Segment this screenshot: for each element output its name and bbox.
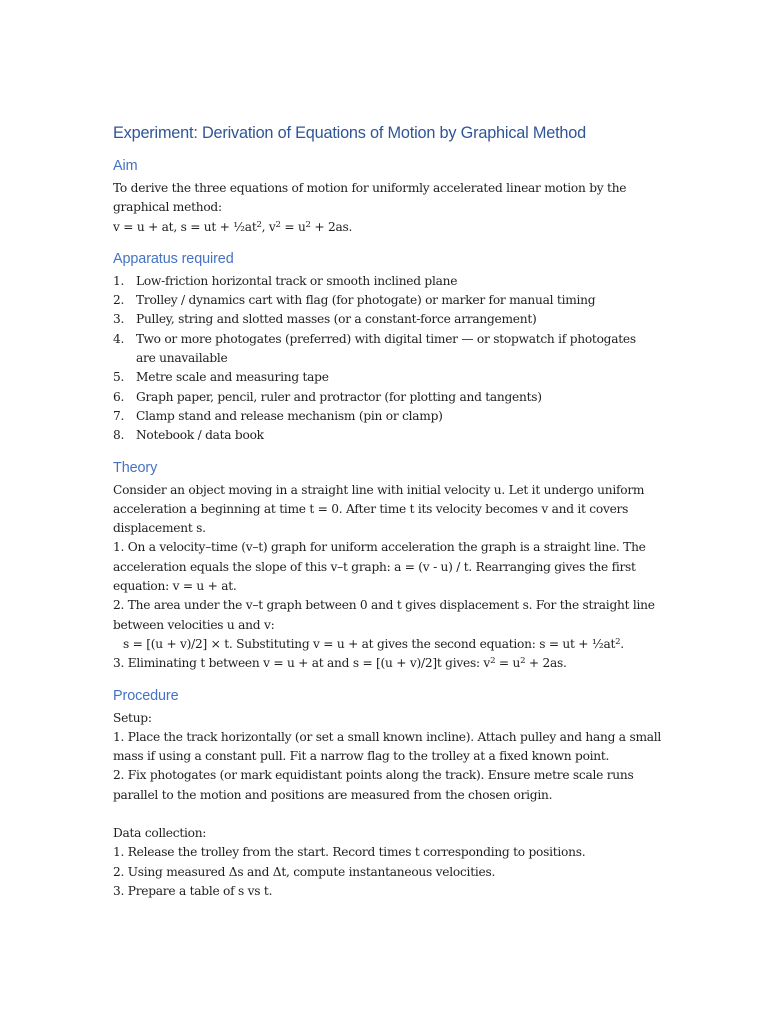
procedure-data-label: Data collection: <box>113 826 207 841</box>
procedure-line: mass if using a constant pull. Fit a narrow flag to the trolley at a fixed known point. <box>113 749 610 764</box>
procedure-line: 1. Place the track horizontally (or set a small known incline). Attach pulley and hang a small <box>113 729 662 744</box>
aim-heading: Aim <box>113 158 138 174</box>
procedure-line: 2. Using measured Δs and Δt, compute instantaneous velocities. <box>113 864 496 879</box>
procedure-line: parallel to the motion and positions are measured from the chosen origin. <box>113 787 553 802</box>
list-item: 6. Graph paper, pencil, ruler and protractor (for plotting and tangents) <box>113 389 542 404</box>
theory-line: 2. The area under the v–t graph between 0 and t gives displacement s. For the straight line <box>113 598 655 613</box>
procedure-setup-label: Setup: <box>113 710 152 725</box>
aim-section <box>113 158 673 237</box>
aim-line: graphical method: <box>113 200 222 215</box>
apparatus-list <box>113 272 673 446</box>
aim-line: To derive the three equations of motion for uniformly accelerated linear motion by the <box>113 181 627 195</box>
theory-line: 1. On a velocity–time (v–t) graph for uniform acceleration the graph is a straight line. The <box>113 540 646 555</box>
procedure-heading: Procedure <box>113 687 179 704</box>
theory-line: 3. Eliminating t between v = u + at and s = [(u + v)/2]t gives: $v^2 = u^2 + 2as$. <box>113 656 567 671</box>
theory-line: equation: v = u + at. <box>113 579 237 594</box>
apparatus-heading: Apparatus required <box>113 250 234 267</box>
list-item: 2. Trolley / dynamics cart with flag (for photogate) or marker for manual timing <box>113 293 596 308</box>
list-item: 7. Clamp stand and release mechanism (pin or clamp) <box>113 408 443 423</box>
list-item: 8. Notebook / data book <box>113 428 264 443</box>
theory-line: displacement s. <box>113 521 206 536</box>
list-item: 3. Pulley, string and slotted masses (or a constant-force arrangement) <box>113 312 537 327</box>
theory-line: acceleration a beginning at time t = 0. After time t its velocity becomes v and it covers <box>113 501 629 516</box>
list-item: 4. Two or more photogates (preferred) with digital timer — or stopwatch if photogates are unavailable <box>113 331 636 366</box>
procedure-line: 2. Fix photogates (or mark equidistant points along the track). Ensure metre scale runs <box>113 768 634 783</box>
list-item: 1. Low-friction horizontal track or smooth inclined plane <box>113 273 458 288</box>
apparatus-section <box>113 251 673 446</box>
theory-line: Consider an object moving in a straight line with initial velocity u. Let it undergo uniform <box>113 482 645 497</box>
theory-line: between velocities u and v: <box>113 617 275 632</box>
procedure-line: 3. Prepare a table of s vs t. <box>113 883 273 898</box>
theory-line: s = [(u + v)/2] × t. Substituting v = u + at gives the second equation: s = ut + $\frac{1}{2}at^2$. <box>123 636 624 651</box>
theory-line: acceleration equals the slope of this v–t graph: a = (v - u) / t. Rearranging gives the first <box>113 559 636 574</box>
list-item: 5. Metre scale and measuring tape <box>113 370 329 385</box>
spacer <box>113 805 673 824</box>
document-title: Experiment: Derivation of Equations of Motion by Graphical Method <box>113 124 586 142</box>
procedure-section <box>113 688 673 902</box>
theory-heading: Theory <box>113 459 158 476</box>
document-content <box>113 124 673 915</box>
aim-equations: v = u + at, s = ut + $\frac{1}{2}at^2$, $v^2 = u^2 + 2as$. <box>113 219 353 234</box>
procedure-line: 1. Release the trolley from the start. Record times t corresponding to positions. <box>113 845 586 860</box>
theory-section <box>113 460 673 674</box>
